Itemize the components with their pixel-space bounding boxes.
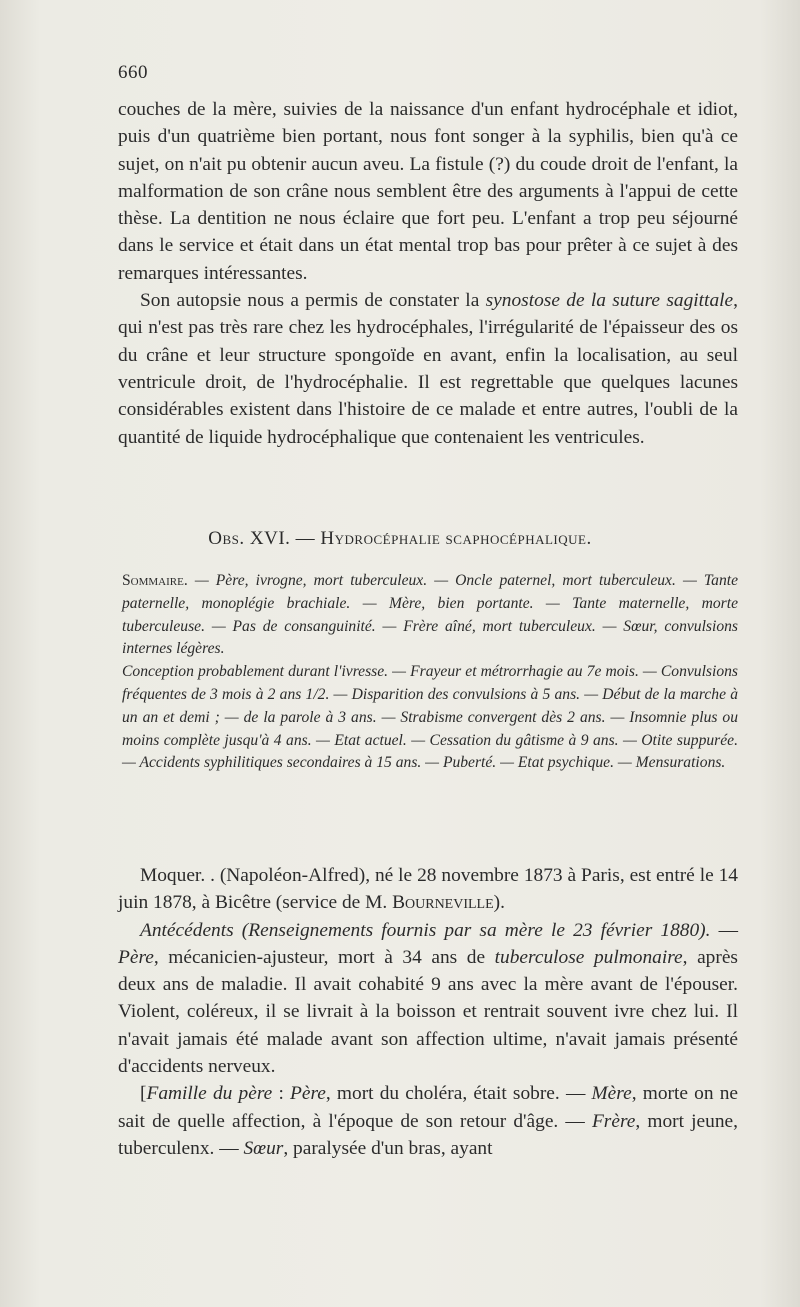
- page-number: 660: [118, 62, 148, 83]
- case-identity: [118, 862, 738, 917]
- paragraph-intro: couches de la mère, suivies de la naissance d'un enfant hydrocéphale et idiot, puis d'un quatrième bien portant, nous font songer à la syphilis, bien qu'à ce sujet, on n'ait pu obtenir aucun aveu. La fistule (?) du coude droit de l'enfant, la malformation de son crâne nous semblent être des arguments à l'appui de cette thèse. La dentition ne nous éclaire que fort peu. L'enfant a trop peu séjourné dans le service et était dans un état mental trop bas pour prêter à ce sujet à des remarques intéressantes.: [118, 99, 738, 284]
- pere-text-1: , mécanicien-ajusteur, mort à 34 ans de: [153, 946, 495, 968]
- famille-colon: :: [272, 1083, 291, 1105]
- observation-number: Obs. XVI. —: [208, 528, 321, 549]
- famille-text-2: , morte on ne sait de quelle affection, à l'époque de son retour d'âge. —: [118, 1083, 739, 1132]
- summary-history: [118, 661, 738, 775]
- summary-block: [118, 570, 738, 775]
- antecedents-label: Antécédents (Renseignements fournis par sa mère le 23 février 1880).: [140, 919, 711, 941]
- summary-family: [118, 570, 738, 661]
- famille-open: [: [140, 1083, 147, 1105]
- autopsy-text-end: , qui n'est pas très rare chez les hydrocéphales, l'irrégularité de l'épaisseur des os du crâne et leur structure spongoïde en avant, enfin la localisation, au seul ventricule droit, de l'hydrocéphalie. Il est regrettable que quelques lacunes considérables existent dans l'histoire de ce malade et entre autres, l'oubli de la quantité de liquide hydrocéphalique que contenaient les ventricules.: [118, 290, 738, 448]
- observation-title: [0, 528, 800, 550]
- famille-text-3: , mort jeune, tuberculenx. —: [118, 1110, 738, 1159]
- autopsy-text-start: Son autopsie nous a permis de constater la: [140, 290, 486, 312]
- famille-mere: Mère: [591, 1083, 632, 1105]
- case-antecedents: [118, 917, 738, 1081]
- summary-lead: Sommaire.: [122, 572, 188, 589]
- famille-soeur: Sœur: [243, 1137, 284, 1159]
- discussion-text: [118, 96, 738, 451]
- pere-label: Père: [118, 946, 154, 968]
- famille-text-4: , paralysée d'un bras, ayant: [283, 1137, 493, 1159]
- pere-dash: —: [710, 919, 738, 941]
- case-name-line: Moquer. . (Napoléon-Alfred), né le 28 novembre 1873 à Paris, est entré le 14 juin 1878, à Bicêtre (service de M.: [118, 865, 738, 914]
- case-father-family: [118, 1080, 738, 1162]
- autopsy-italic-term: synostose de la suture sagittale: [485, 290, 734, 312]
- case-name-line-end: ).: [493, 892, 505, 914]
- famille-text-1: , mort du choléra, était sobre. —: [325, 1083, 592, 1105]
- pere-text-2: , après deux ans de maladie. Il avait cohabité 9 ans avec la mère avant de l'épouser. Violent, coléreux, il se livrait à la boisson et rentrait souvent ivre chez lui. Il n'avait jamais été malade avant son affection ultime, n'avait jamais présenté d'accidents nerveux.: [118, 946, 738, 1078]
- pere-cause: tuberculose pulmonaire: [494, 946, 683, 968]
- paragraph-autopsy: [118, 287, 738, 451]
- doctor-name: Bourneville: [392, 892, 494, 914]
- famille-label: Famille du père: [146, 1083, 273, 1105]
- summary-second: Conception probablement durant l'ivresse. — Frayeur et métrorrhagie au 7e mois. — Convulsions fréquentes de 3 mois à 2 ans 1/2. — Disparition des convulsions à 5 ans. — Début de la marche à un an et demi ; — de la parole à 3 ans. — Strabisme convergent dès 2 ans. — Insomnie plus ou moins complète jusqu'à 4 ans. — Etat actuel. — Cessation du gâtisme à 9 ans. — Otite suppurée. — Accidents syphilitiques secondaires à 15 ans. — Puberté. — Etat psychique. — Mensurations.: [122, 663, 738, 772]
- observation-heading: Hydrocéphalie scaphocéphalique.: [320, 528, 592, 549]
- famille-frere: Frère: [591, 1110, 636, 1132]
- case-text: [118, 862, 738, 1162]
- summary-first: — Père, ivrogne, mort tuberculeux. — Oncle paternel, mort tuberculeux. — Tante paternelle, monoplégie brachiale. — Mère, bien portante. — Tante maternelle, morte tuberculeuse. — Pas de consanguinité. — Frère aîné, mort tuberculeux. — Sœur, convulsions internes légères.: [122, 572, 738, 658]
- famille-pere: Père: [290, 1083, 326, 1105]
